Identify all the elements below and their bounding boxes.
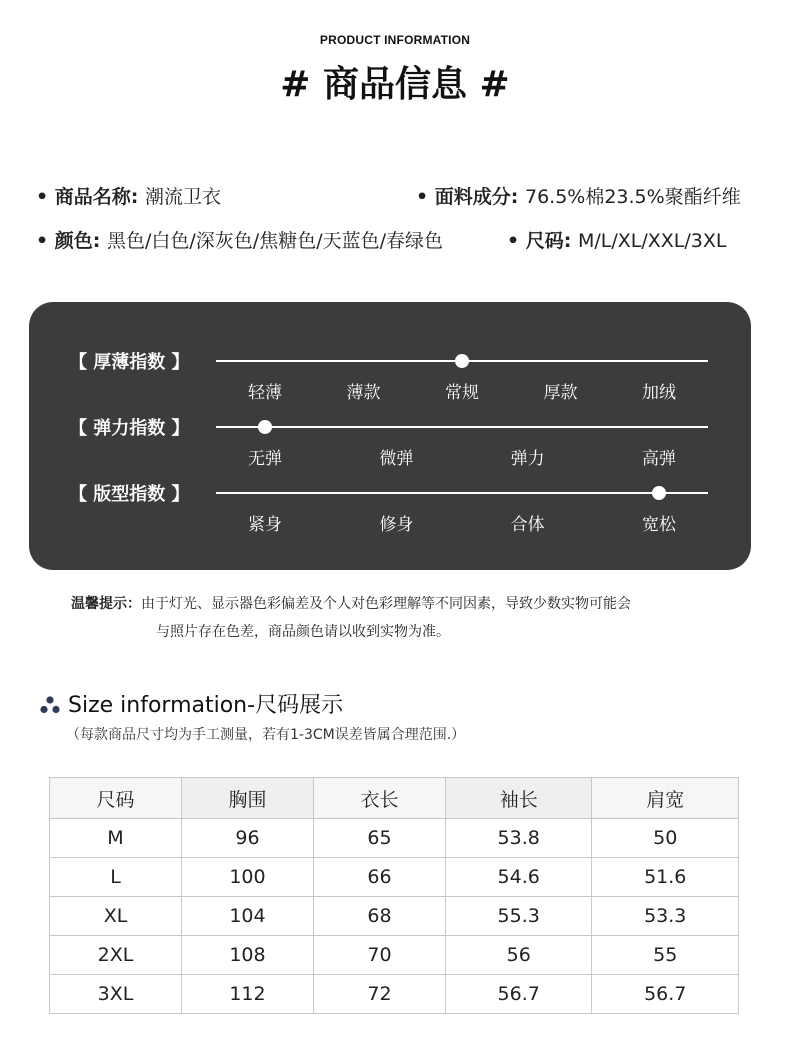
index-option: 薄款 <box>346 383 381 403</box>
fabric-label: • 面料成分: <box>416 186 525 208</box>
table-cell: 96 <box>181 819 313 858</box>
index-option: 加绒 <box>642 383 676 403</box>
table-cell: 100 <box>181 858 313 897</box>
index-label: 【 弹力指数 】 <box>69 418 190 439</box>
table-row <box>50 936 739 975</box>
tip-line-1: 由于灯光、显示器色彩偏差及个人对色彩理解等不同因素，导致少数实物可能会 <box>141 596 631 612</box>
col-header: 肩宽 <box>592 778 739 819</box>
product-name-value: 潮流卫衣 <box>144 186 221 208</box>
table-cell: L <box>50 858 182 897</box>
info-row-1 <box>0 182 790 212</box>
table-cell: 56.7 <box>592 975 739 1014</box>
index-track <box>216 426 708 428</box>
index-label: 【 版型指数 】 <box>69 484 190 505</box>
index-option: 弹力 <box>510 449 545 469</box>
trefoil-dots-icon <box>40 696 60 714</box>
table-cell: 70 <box>313 936 445 975</box>
index-row <box>29 348 751 408</box>
table-cell: 65 <box>313 819 445 858</box>
table-row <box>50 819 739 858</box>
size-table <box>49 777 739 1014</box>
table-row <box>50 858 739 897</box>
index-option: 合体 <box>510 515 545 535</box>
size-note: （每款商品尺寸均为手工测量，若有1-3CM误差皆属合理范围.） <box>66 727 466 743</box>
table-cell: 50 <box>592 819 739 858</box>
col-header: 胸围 <box>181 778 313 819</box>
table-cell: 66 <box>313 858 445 897</box>
table-cell: 3XL <box>50 975 182 1014</box>
table-cell: 2XL <box>50 936 182 975</box>
table-cell: XL <box>50 897 182 936</box>
table-row <box>50 975 739 1014</box>
index-option: 高弹 <box>642 449 676 469</box>
product-name-label: • 商品名称: <box>36 186 145 208</box>
table-cell: 68 <box>313 897 445 936</box>
table-cell: 104 <box>181 897 313 936</box>
index-marker-dot <box>258 420 272 434</box>
col-header: 尺码 <box>50 778 182 819</box>
col-header: 袖长 <box>445 778 592 819</box>
table-cell: 53.3 <box>592 897 739 936</box>
size-label: • 尺码: <box>507 230 578 252</box>
index-row <box>29 414 751 474</box>
size-value: M/L/XL/XXL/3XL <box>577 230 727 252</box>
index-panel <box>29 302 751 570</box>
table-cell: 108 <box>181 936 313 975</box>
page-title: # 商品信息 # <box>280 64 510 105</box>
info-row-2 <box>0 226 790 256</box>
col-header: 衣长 <box>313 778 445 819</box>
index-marker-dot <box>652 486 666 500</box>
size-section-title: Size information-尺码展示 <box>68 693 344 718</box>
table-cell: 56.7 <box>445 975 592 1014</box>
index-option: 修身 <box>379 515 414 535</box>
fabric-field <box>416 182 741 209</box>
section-subtitle: PRODUCT INFORMATION <box>319 33 471 47</box>
color-field <box>36 226 443 253</box>
size-field <box>507 226 726 253</box>
index-option: 紧身 <box>248 515 282 535</box>
color-value: 黑色/白色/深灰色/焦糖色/天蓝色/春绿色 <box>106 230 443 252</box>
tip-line-2: 与照片存在色差，商品颜色请以收到实物为准。 <box>156 624 450 640</box>
table-cell: 54.6 <box>445 858 592 897</box>
table-row <box>50 897 739 936</box>
table-cell: 53.8 <box>445 819 592 858</box>
table-cell: 55 <box>592 936 739 975</box>
table-cell: 112 <box>181 975 313 1014</box>
table-cell: 55.3 <box>445 897 592 936</box>
table-cell: 72 <box>313 975 445 1014</box>
index-row <box>29 480 751 540</box>
color-label: • 颜色: <box>36 230 107 252</box>
index-option: 微弹 <box>379 449 414 469</box>
index-option: 宽松 <box>642 515 676 535</box>
index-track <box>216 492 708 494</box>
index-option: 常规 <box>445 383 479 403</box>
tip-label: 温馨提示： <box>71 596 141 612</box>
table-cell: 56 <box>445 936 592 975</box>
index-option: 无弹 <box>248 449 282 469</box>
index-option: 厚款 <box>543 383 578 403</box>
table-cell: 51.6 <box>592 858 739 897</box>
index-option: 轻薄 <box>248 383 282 403</box>
fabric-value: 76.5%棉23.5%聚酯纤维 <box>524 186 741 208</box>
warm-tip <box>71 590 631 646</box>
index-label: 【 厚薄指数 】 <box>69 352 190 373</box>
index-marker-dot <box>455 354 469 368</box>
product-name-field <box>36 182 221 209</box>
table-cell: M <box>50 819 182 858</box>
size-table-header-row <box>50 778 739 819</box>
